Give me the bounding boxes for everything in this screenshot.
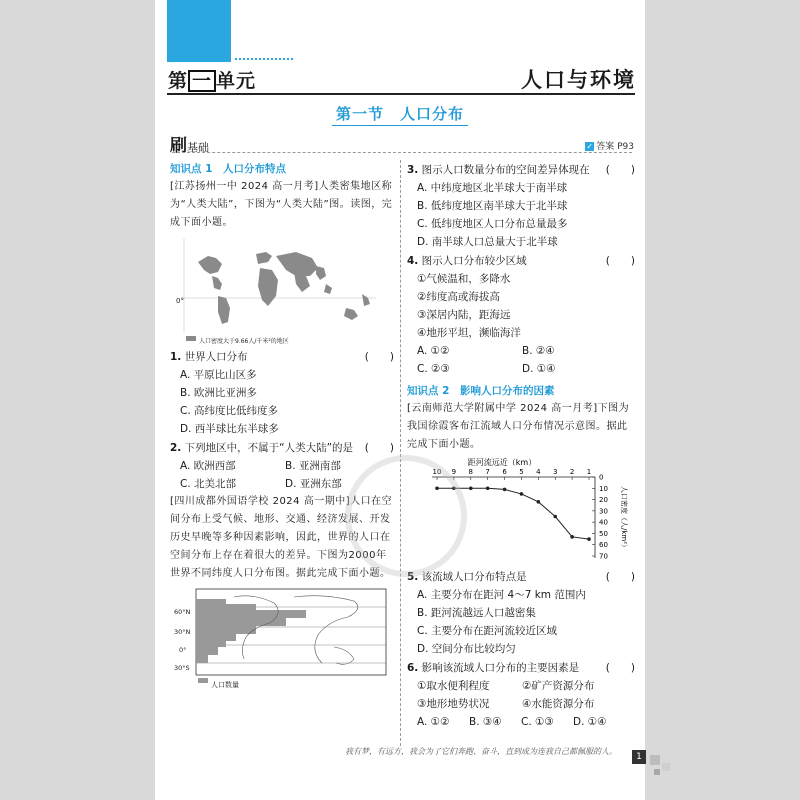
data-point-9 <box>587 537 591 541</box>
question-5-option-d[interactable]: D. 空间分布比较均匀 <box>417 643 516 655</box>
y-tick-label-7: 70 <box>599 552 608 561</box>
question-5-option-c[interactable]: C. 主要分布在距河流较近区域 <box>417 625 558 637</box>
human-continent-map <box>176 236 381 346</box>
intro-3: [云南师范大学附属中学 2024 高一月考]下图为我国徐霞客布江流域人口分布情况示意图。据此完成下面小题。 <box>407 403 630 450</box>
question-2-option-c[interactable]: C. 北美北部 <box>180 478 237 490</box>
footer-motto: 我有梦，有远方，我会为了它们奔跑、奋斗，直到成为连我自己都佩服的人。 <box>345 747 617 756</box>
question-4-number: 4. <box>407 255 419 267</box>
y-tick-label-5: 50 <box>599 529 608 538</box>
question-5-stem: 该流域人口分布特点是 <box>421 571 527 583</box>
data-point-3 <box>486 486 490 490</box>
data-point-6 <box>537 500 541 504</box>
question-6 <box>407 659 635 677</box>
question-4-stem: 图示人口分布较少区域 <box>421 255 527 267</box>
y-tick-label-3: 30 <box>599 507 608 516</box>
question-1-option-d[interactable]: D. 西半球比东半球多 <box>180 423 279 435</box>
y-axis-label: 人口密度（人/km²） <box>620 486 628 552</box>
question-6-option-d[interactable]: D. ①④ <box>573 716 607 728</box>
latitude-population-map-svg <box>174 587 389 689</box>
check-icon: ✓ <box>586 142 594 151</box>
unit-number: 一 <box>188 70 216 92</box>
lat-label-30s: 30°S <box>174 664 190 672</box>
section-title-text: 第一节 人口分布 <box>332 105 468 126</box>
chart-title: 距河流远近（km） <box>467 458 537 467</box>
x-tick-label-1: 9 <box>451 468 457 476</box>
question-6-item-4: ④水能资源分布 <box>522 698 595 710</box>
y-tick-label-6: 60 <box>599 541 608 550</box>
question-5-number: 5. <box>407 571 419 583</box>
question-4-option-c[interactable]: C. ②③ <box>417 363 450 375</box>
question-4-options-row-1 <box>407 342 635 360</box>
question-4-options-row-2 <box>407 360 635 378</box>
x-tick-label-4: 6 <box>502 468 507 476</box>
unit-title <box>168 66 256 93</box>
question-5 <box>407 568 635 586</box>
question-3-option-b[interactable]: B. 低纬度地区南半球大于北半球 <box>417 200 568 212</box>
question-6-item-1: ①取水便利程度 <box>417 680 490 692</box>
question-6-stem: 影响该流域人口分布的主要因素是 <box>421 662 580 674</box>
question-3 <box>407 161 635 179</box>
question-4-option-a[interactable]: A. ①② <box>417 345 450 357</box>
data-point-7 <box>553 515 557 519</box>
shua-divider <box>172 152 632 153</box>
watermark-seal <box>345 455 467 577</box>
y-tick-label-2: 20 <box>599 496 608 505</box>
x-tick-label-2: 8 <box>468 468 474 476</box>
intro-2: [四川成都外国语学校 2024 高一期中]人口在空间分布上受气候、地形、交通、经济发展、开发历史早晚等多种因素影响，因此，世界的人口在空间分布上存在着很大的差异。下图为2000年世界不同纬度人口分布图。据此完成下面小题。 <box>170 496 393 579</box>
y-tick-label-1: 10 <box>599 484 608 493</box>
question-4-option-b[interactable]: B. ②④ <box>522 345 555 357</box>
question-6-number: 6. <box>407 662 419 674</box>
question-5-paren: ( ) <box>605 571 635 583</box>
question-1-option-a[interactable]: A. 平原比山区多 <box>180 369 257 381</box>
question-3-paren: ( ) <box>605 164 635 176</box>
question-4-item-1: ①气候温和，多降水 <box>417 273 511 285</box>
question-2-paren: ( ) <box>364 442 394 454</box>
knowledge-point-1: 知识点 1 人口分布特点 <box>170 163 286 175</box>
answer-ref-text: 答案 P93 <box>596 142 634 152</box>
latitude-population-map <box>174 587 389 689</box>
page-number: 1 <box>632 750 646 764</box>
unit-suffix: 单元 <box>216 70 257 92</box>
x-tick-label-6: 4 <box>536 468 541 476</box>
x-tick-label-8: 2 <box>569 468 575 476</box>
unit-prefix: 第 <box>168 70 189 92</box>
question-2-option-b[interactable]: B. 亚洲南部 <box>285 460 341 472</box>
question-2-number: 2. <box>170 442 182 454</box>
map1-legend: 人口密度大于9.66人/千米²的地区 <box>199 338 289 345</box>
question-3-number: 3. <box>407 164 419 176</box>
question-3-stem: 图示人口数量分布的空间差异体现在 <box>421 164 590 176</box>
question-3-option-a[interactable]: A. 中纬度地区北半球大于南半球 <box>417 182 568 194</box>
shua-big: 刷 <box>170 136 187 156</box>
question-3-option-c[interactable]: C. 低纬度地区人口分布总量最多 <box>417 218 568 230</box>
question-6-items-row-1 <box>407 677 635 695</box>
question-2 <box>170 439 394 457</box>
question-1-paren: ( ) <box>364 351 394 363</box>
question-2-stem: 下列地区中，不属于“人类大陆”的是 <box>184 442 354 454</box>
lat-label-30n: 30°N <box>174 628 191 636</box>
question-1-number: 1. <box>170 351 182 363</box>
question-6-item-3: ③地形地势状况 <box>417 698 490 710</box>
question-4-item-2: ②纬度高或海拔高 <box>417 291 500 303</box>
question-6-item-2: ②矿产资源分布 <box>522 680 595 692</box>
x-tick-label-5: 5 <box>519 468 524 476</box>
map1-zero-label: 0° <box>176 297 184 305</box>
question-4-item-4: ④地形平坦，濒临海洋 <box>417 327 521 339</box>
data-point-4 <box>503 488 507 492</box>
x-ticks <box>433 468 592 480</box>
y-tick-label-0: 0 <box>599 473 604 482</box>
question-6-items-row-2 <box>407 695 635 713</box>
lat-label-0: 0° <box>179 646 187 654</box>
data-point-5 <box>520 492 524 496</box>
y-ticks <box>592 474 608 561</box>
data-point-8 <box>570 535 574 539</box>
question-6-option-c[interactable]: C. ①③ <box>521 716 554 728</box>
question-3-option-d[interactable]: D. 南半球人口总量大于北半球 <box>417 236 558 248</box>
x-tick-label-3: 7 <box>485 468 490 476</box>
x-tick-label-7: 3 <box>552 468 558 476</box>
column-divider <box>400 160 401 746</box>
shua-small: 基础 <box>187 141 209 154</box>
data-point-2 <box>469 486 473 490</box>
x-tick-label-9: 1 <box>586 468 592 476</box>
question-6-option-b[interactable]: B. ③④ <box>469 716 502 728</box>
human-continent-map-svg <box>176 236 381 346</box>
question-6-paren: ( ) <box>605 662 635 674</box>
map2-legend: 人口数量 <box>211 681 239 689</box>
topic-title: 人口与环境 <box>521 67 636 92</box>
question-4 <box>407 252 635 270</box>
question-2-option-d[interactable]: D. 亚洲东部 <box>285 478 342 490</box>
question-5-option-a[interactable]: A. 主要分布在距河 4～7 km 范围内 <box>417 589 586 601</box>
question-1-option-c[interactable]: C. 高纬度比低纬度多 <box>180 405 279 417</box>
question-4-paren: ( ) <box>605 255 635 267</box>
knowledge-point-2: 知识点 2 影响人口分布的因素 <box>407 385 555 397</box>
question-6-option-a[interactable]: A. ①② <box>417 716 450 728</box>
answer-reference <box>585 139 634 152</box>
lat-label-60n: 60°N <box>174 608 191 616</box>
left-column <box>170 160 394 689</box>
intro-1: [江苏扬州一中 2024 高一月考]人类密集地区称为“人类大陆”，下图为“人类大陆”图。读图，完成下面小题。 <box>170 181 393 228</box>
question-4-option-d[interactable]: D. ①④ <box>522 363 556 375</box>
question-6-options-row <box>407 713 635 731</box>
question-4-item-3: ③深居内陆，距海远 <box>417 309 511 321</box>
y-tick-label-4: 40 <box>599 518 608 527</box>
question-5-option-b[interactable]: B. 距河流越远人口越密集 <box>417 607 536 619</box>
question-2-option-a[interactable]: A. 欧洲西部 <box>180 460 236 472</box>
section-title <box>0 103 800 124</box>
header-rule <box>167 93 635 95</box>
header-blue-block <box>167 0 231 62</box>
right-column <box>407 160 635 731</box>
header-dotted-line <box>235 58 293 60</box>
question-1-stem: 世界人口分布 <box>184 351 248 363</box>
x-tick-label-0: 10 <box>432 468 442 476</box>
question-2-options-row-1 <box>170 457 394 475</box>
question-1-option-b[interactable]: B. 欧洲比亚洲多 <box>180 387 257 399</box>
